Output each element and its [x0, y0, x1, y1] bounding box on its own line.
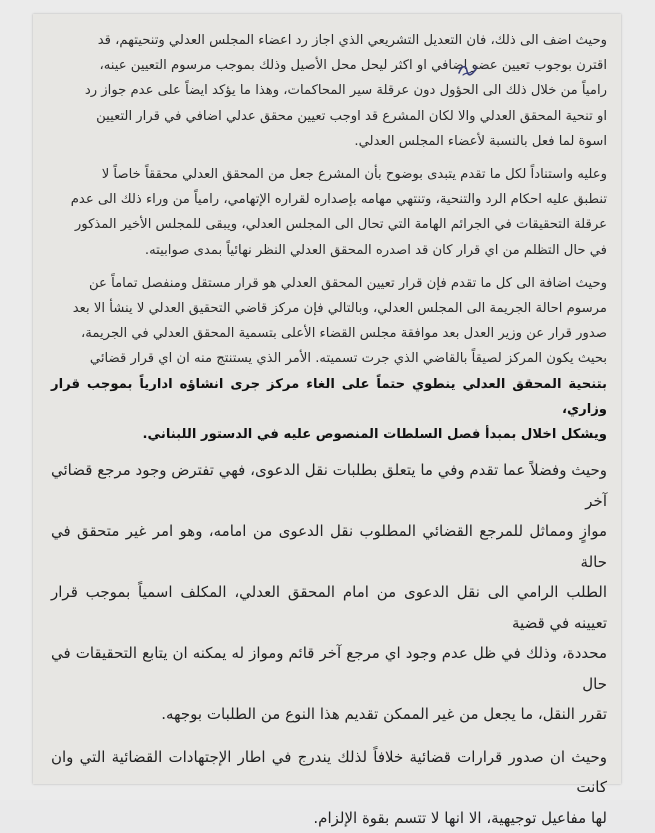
text-line: صدور قرار عن وزير العدل بعد موافقة مجلس القضاء الأعلى بتسمية المحقق العدلي في الجريمة،	[81, 326, 607, 342]
paragraph-1	[51, 28, 607, 154]
text-line: اسوة لما فعل بالنسبة لأعضاء المجلس العدلي.	[354, 133, 607, 149]
text-line: تقرر النقل، ما يجعل من غير الممكن تقديم هذا النوع من الطلبات بوجهه.	[161, 705, 607, 724]
scanned-page	[33, 14, 621, 827]
text-line-bold: ويشكل اخلال بمبدأ فصل السلطات المنصوص عليه في الدستور اللبناني.	[142, 427, 607, 443]
handwritten-mark-icon	[457, 62, 479, 78]
text-line: عرقلة التحقيقات في الجرائم الهامة التي تحال الى المجلس العدلي، ويبقى للمجلس الأخير المذكور	[74, 217, 607, 233]
text-line: مرسوم احالة الجريمة الى المجلس العدلي، وبالتالي فإن مركز قاضي التحقيق العدلي لا ينشأ الا بعد	[72, 301, 607, 317]
text-line: بحيث يكون المركز لصيقاً بالقاضي الذي جرت تسميته. الأمر الذي يستنتج منه ان اي قرار قضائي	[89, 351, 607, 367]
text-line: وحيث وفضلاً عما تقدم وفي ما يتعلق بطلبات نقل الدعوى، فهي تفترض وجود مرجع قضائي آخر	[51, 461, 607, 510]
text-line: او تنحية المحقق العدلي والا لكان المشرع قد اوجب تعيين محقق عدلي اضافي في قرار التعيين	[96, 108, 607, 124]
paragraph-3	[51, 271, 607, 447]
paragraph-4	[51, 455, 607, 730]
text-line: وحيث ان صدور قرارات قضائية خلافاً لذلك يندرج في اطار الإجتهادات القضائية التي وان كانت	[51, 747, 607, 797]
document-body	[51, 28, 607, 833]
text-line: في حال التظلم من اي قرار كان قد اصدره المحقق العدلي النظر نهائياً بمدى صوابيته.	[144, 242, 607, 258]
text-line-bold: بتنحية المحقق العدلي ينطوي حتماً على الغاء مركز جرى انشاؤه ادارياً بموجب قرار وزاري،	[51, 376, 607, 417]
text-line: وحيث اضف الى ذلك، فان التعديل التشريعي الذي اجاز رد اعضاء المجلس العدلي وتنحيتهم، قد	[97, 33, 607, 48]
text-line: اقترن بوجوب تعيين عضو اضافي او اكثر ليحل محل الأصيل وذلك بموجب مرسوم التعيين عينه،	[99, 58, 607, 74]
text-line: تنطبق عليه احكام الرد والتنحية، وتنتهي مهامه بإصداره لقراره الإتهامي، رامياً من وراء ذلك الى عدم	[70, 192, 607, 208]
text-line: وحيث اضافة الى كل ما تقدم فإن قرار تعيين المحقق العدلي هو قرار مستقل ومنفصل تماماً عن	[89, 275, 607, 291]
text-line: موازٍ ومماثل للمرجع القضائي المطلوب نقل الدعوى من امامه، وهو امر غير متحقق في حالة	[51, 522, 607, 571]
text-line: وعليه واستناداً لكل ما تقدم يتبدى بوضوح بأن المشرع جعل من المحقق العدلي محققاً خاصاً لا	[101, 167, 607, 183]
text-line: الطلب الرامي الى نقل الدعوى من امام المحقق العدلي، المكلف اسمياً بموجب قرار تعيينه في قضية	[51, 583, 607, 632]
paragraph-2	[51, 162, 607, 263]
text-line: محددة، وذلك في ظل عدم وجود اي مرجع آخر قائم ومواز له يمكنه ان يتابع التحقيقات في حال	[51, 644, 607, 693]
text-line: لها مفاعيل توجيهية، الا انها لا تتسم بقوة الإلزام.	[313, 808, 607, 827]
text-line: رامياً من خلال ذلك الى الحؤول دون عرقلة سير المحاكمات، وهذا ما يؤكد ايضاً على عدم جواز رد	[84, 83, 607, 99]
paragraph-5	[51, 742, 607, 833]
